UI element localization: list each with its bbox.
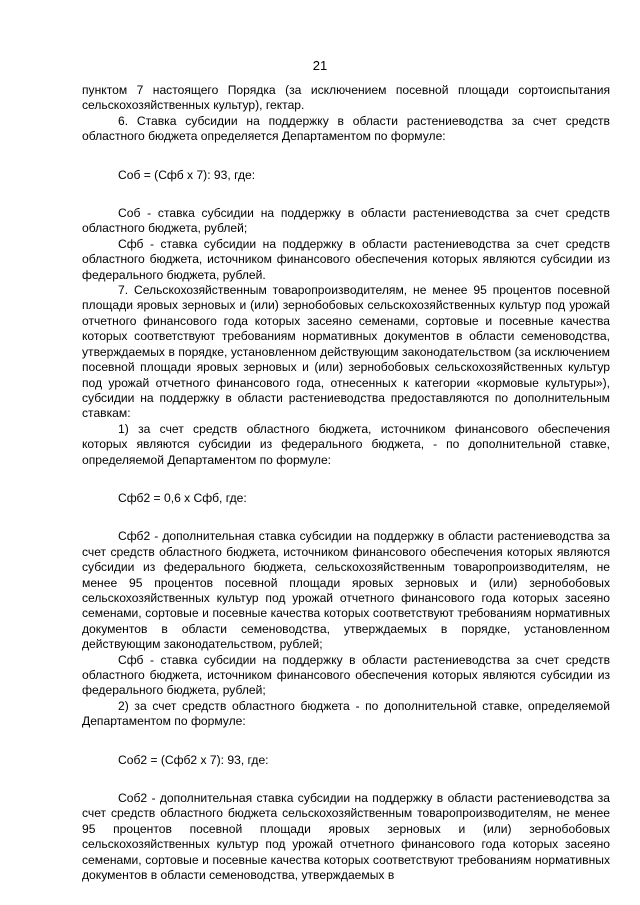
spacer xyxy=(82,730,610,753)
formula-sfb2: Сфб2 = 0,6 х Сфб, где: xyxy=(118,490,247,505)
spacer xyxy=(82,468,610,491)
formula-sob: Соб = (Сфб х 7): 93, где: xyxy=(118,167,256,182)
paragraph-continuation: пунктом 7 настоящего Порядка (за исключением посевной площади сортоиспытания сельскохозяйственных культур), гектар. xyxy=(82,83,610,113)
subitem-1: 1) за счет средств областного бюджета, источником финансового обеспечения которых являются субсидии из федерального бюджета, - по дополнительной ставке, определяемой Департаментом по формуле: xyxy=(82,421,610,467)
definition-sfb: Сфб - ставка субсидии на поддержку в области растениеводства за счет средств областного бюджета, источником финансового обеспечения которых являются субсидии из федерального бюджета, рублей. xyxy=(82,236,610,282)
spacer xyxy=(82,506,610,529)
spacer xyxy=(82,145,610,168)
paragraph-item-6: 6. Ставка субсидии на поддержку в области растениеводства за счет средств областного бюджета определяется Департаментом по формуле: xyxy=(82,113,610,144)
paragraph-item-7: 7. Сельскохозяйственным товаропроизводителям, не менее 95 процентов посевной площади яровых зерновых и (или) зернобобовых сельскохозяйственных культур под урожай отчетного финансового года которых засеяно семенами, сортовые и посевные качества которых соответствуют требованиям нормативных документов в области семеноводства, утверждаемых в порядке, установленном действующим законодательством (за исключением посевной площади яровых зерновых и (или) зернобобовых сельскохозяйственных культур под урожай отчетного финансового года, отнесенных к категории «кормовые культуры»), субсидии на поддержку в области растениеводства предоставляются по дополнительным ставкам: xyxy=(82,283,610,421)
definition-sfb2: Сфб2 - дополнительная ставка субсидии на поддержку в области растениеводства за счет средств областного бюджета, источником финансового обеспечения которых являются субсидии из федерального бюджета, сельскохозяйственным товаропроизводителям, не менее 95 процентов посевной площади яровых зерновых и (или) зернобобовых сельскохозяйственных культур под урожай отчетного финансового года которых засеяно семенами, сортовые и посевные качества которых соответствуют требованиям нормативных документов в области семеноводства, утверждаемых в порядке, установленном действующим законодательством, рублей; xyxy=(82,529,610,652)
formula-sob2: Соб2 = (Сфб2 х 7): 93, где: xyxy=(118,752,269,767)
spacer xyxy=(82,183,610,206)
definition-sob2: Соб2 - дополнительная ставка субсидии на поддержку в области растениеводства за счет средств областного бюджета сельскохозяйственным товаропроизводителям, не менее 95 процентов посевной площади яровых зерновых и (или) зернобобовых сельскохозяйственных культур под урожай отчетного финансового года которых засеяно семенами, сортовые и посевные качества которых соответствуют требованиям нормативных документов в области семеноводства, утверждаемых в xyxy=(82,791,610,883)
spacer xyxy=(82,768,610,791)
document-body xyxy=(82,83,610,883)
subitem-2: 2) за счет средств областного бюджета - по дополнительной ставке, определяемой Департаментом по формуле: xyxy=(82,698,610,729)
definition-sfb-2: Сфб - ставка субсидии на поддержку в области растениеводства за счет средств областного бюджета, источником финансового обеспечения которых являются субсидии из федерального бюджета, рублей; xyxy=(82,652,610,698)
definition-sob: Соб - ставка субсидии на поддержку в области растениеводства за счет средств областного бюджета, рублей; xyxy=(82,206,610,236)
page-number: 21 xyxy=(312,58,328,73)
